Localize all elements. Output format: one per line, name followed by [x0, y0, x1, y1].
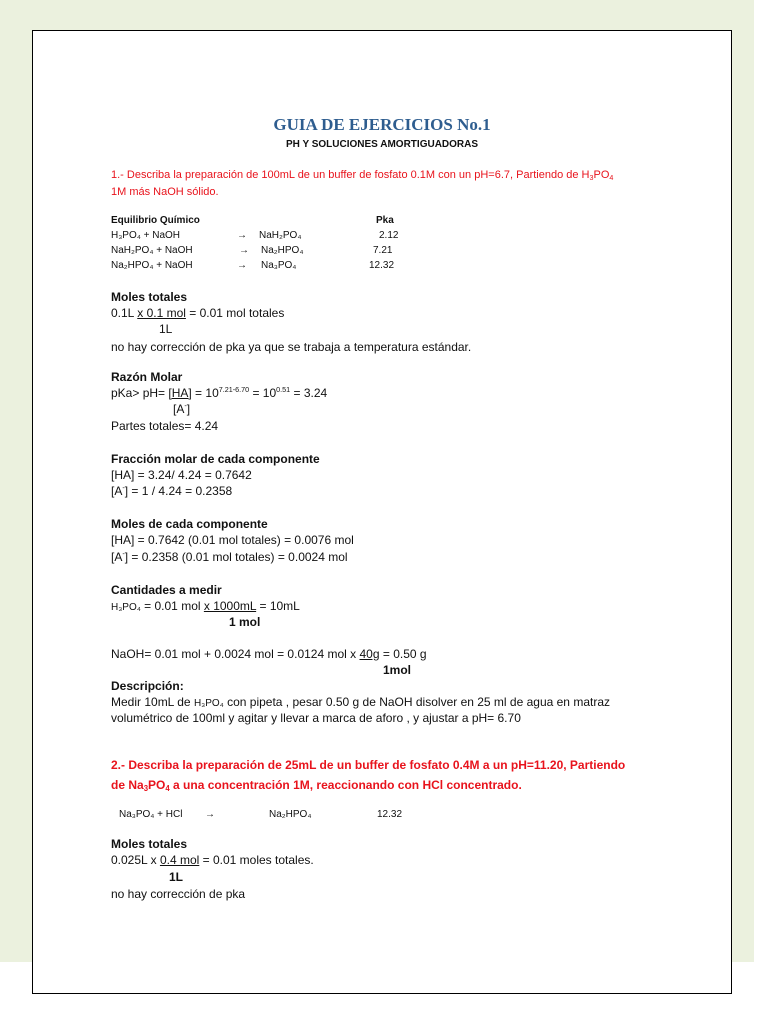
calc-numerator: x 1000mL: [203, 599, 257, 613]
fraccion-ha: [HA] = 3.24/ 4.24 = 0.7642: [111, 468, 252, 482]
exponent: 0.51: [276, 385, 291, 394]
calc-part: = 3.24: [290, 386, 328, 400]
document-title: GUIA DE EJERCICIOS No.1: [273, 115, 491, 134]
calc-numerator: x 0.1 mol: [137, 306, 186, 320]
calc-part: [A: [111, 550, 123, 564]
moles-totales-heading: Moles totales: [111, 290, 188, 304]
ex2-no-correction-note: no hay corrección de pka: [111, 887, 246, 901]
fraccion-molar-heading: Fracción molar de cada componente: [111, 452, 320, 466]
calc-part: = 0.01 moles totales.: [199, 853, 314, 867]
formula-part: H₃PO₄: [111, 602, 141, 613]
naoh-denominator: 1mol: [383, 663, 412, 677]
calc-part: pKa> pH=: [111, 386, 169, 400]
formula-part: PO: [593, 169, 610, 181]
exponent: 7.21-6.70: [218, 385, 250, 394]
naoh-calc: [111, 647, 427, 661]
moles-cada-a: [111, 550, 348, 564]
calc-numerator: [HA]: [168, 386, 192, 400]
eq-row-2-arrow: →: [239, 245, 249, 256]
calc-part: 0.025L x: [111, 853, 160, 867]
ex2-moles-totales-calc: [111, 853, 314, 867]
calc-part: ] = 1 / 4.24 = 0.2358: [124, 484, 233, 498]
calc-part: = 10: [191, 386, 219, 400]
partes-totales: Partes totales= 4.24: [111, 419, 219, 433]
moles-cada-ha: [HA] = 0.7642 (0.01 mol totales) = 0.0076 mol: [111, 533, 354, 547]
desc-part: Medir 10mL de: [111, 695, 194, 709]
superscript: -: [122, 549, 125, 558]
eq-row-3-pka: 12.32: [369, 260, 395, 271]
desc-part: con pipeta , pesar 0.50 g de NaOH disolver en 25 ml de agua en matraz: [223, 695, 610, 709]
eq-row-3-arrow: →: [237, 260, 247, 271]
calc-numerator: 0.4 mol: [159, 853, 200, 867]
razon-molar-denominator: [173, 402, 190, 416]
document-subtitle: PH Y SOLUCIONES AMORTIGUADORAS: [285, 139, 479, 150]
subscript: 4: [165, 784, 170, 793]
superscript: -: [184, 401, 187, 410]
equilibrium-header: Equilibrio Químico: [111, 215, 200, 226]
prompt-part: a una concentración 1M, reaccionando con HCl concentrado.: [169, 778, 522, 792]
fraccion-a: [111, 484, 232, 498]
eq-row-1-reactant: H₃PO₄ + NaOH: [111, 230, 181, 241]
subscript: 4: [609, 174, 614, 182]
calc-part: = 0.01 mol: [140, 599, 204, 613]
calc-part: ]: [186, 402, 191, 416]
calc-numerator: 40g: [359, 647, 380, 661]
calc-part: = 10mL: [256, 599, 300, 613]
ex1-prompt-line1: [111, 169, 613, 181]
ex2-prompt-line2: [111, 778, 522, 792]
razon-molar-calc: [111, 386, 327, 400]
ex2-reaction-pka: 12.32: [377, 809, 403, 820]
eq-row-1-product: NaH₂PO₄: [259, 230, 302, 241]
eq-row-1-arrow: →: [237, 230, 247, 241]
ex2-reaction-arrow: →: [205, 809, 215, 820]
prompt-part: de Na: [111, 778, 144, 792]
calc-part: [A: [111, 484, 123, 498]
eq-row-2-product: Na₂HPO₄: [261, 245, 304, 256]
calc-part: [A: [173, 402, 185, 416]
moles-totales-denominator: 1L: [159, 322, 173, 336]
razon-molar-heading: Razón Molar: [111, 370, 183, 384]
moles-totales-calc: [111, 306, 284, 320]
calc-part: 0.1L: [111, 306, 138, 320]
calc-part: NaOH= 0.01 mol + 0.0024 mol = 0.0124 mol x: [111, 647, 360, 661]
eq-row-3-reactant: Na₂HPO₄ + NaOH: [111, 260, 193, 271]
ex1-prompt-text: 1.- Describa la preparación de 100mL de un buffer de fosfato 0.1M con un pH=6.7, Partiendo de H: [111, 169, 590, 181]
subscript: 3: [589, 174, 594, 182]
descripcion-line1: [111, 695, 610, 709]
eq-row-2-pka: 7.21: [373, 245, 393, 256]
moles-cada-heading: Moles de cada componente: [111, 517, 268, 531]
calc-part: = 10: [249, 386, 277, 400]
cantidades-heading: Cantidades a medir: [111, 583, 222, 597]
eq-row-3-product: Na₃PO₄: [261, 260, 297, 271]
ex2-moles-denominator: 1L: [169, 870, 184, 884]
eq-row-1-pka: 2.12: [379, 230, 399, 241]
ex1-prompt-line2: 1M más NaOH sólido.: [111, 186, 219, 198]
ex2-moles-totales-heading: Moles totales: [111, 837, 188, 851]
ex2-reaction-reactant: Na₃PO₄ + HCl: [119, 809, 183, 820]
eq-row-2-reactant: NaH₂PO₄ + NaOH: [111, 245, 193, 256]
pka-header: Pka: [376, 215, 394, 226]
subscript: 3: [143, 784, 149, 793]
superscript: -: [122, 483, 125, 492]
cantidades-denominator: 1 mol: [229, 615, 261, 629]
document-page: [32, 30, 732, 994]
ex2-reaction-product: Na₂HPO₄: [269, 809, 312, 820]
calc-part: ] = 0.2358 (0.01 mol totales) = 0.0024 mol: [124, 550, 348, 564]
formula-part: H₃PO₄: [193, 698, 224, 709]
calc-part: = 0.50 g: [379, 647, 427, 661]
descripcion-heading: Descripción:: [111, 679, 184, 693]
descripcion-line2: volumétrico de 100ml y agitar y llevar a marca de aforo , y ajustar a pH= 6.70: [111, 711, 521, 725]
no-correction-note: no hay corrección de pka ya que se trabaja a temperatura estándar.: [111, 340, 472, 354]
cantidades-h3po4-calc: [111, 599, 300, 613]
calc-part: = 0.01 mol totales: [185, 306, 285, 320]
ex2-prompt-line1: 2.- Describa la preparación de 25mL de un buffer de fosfato 0.4M a un pH=11.20, Partiendo: [111, 758, 626, 772]
prompt-part: PO: [148, 778, 166, 792]
